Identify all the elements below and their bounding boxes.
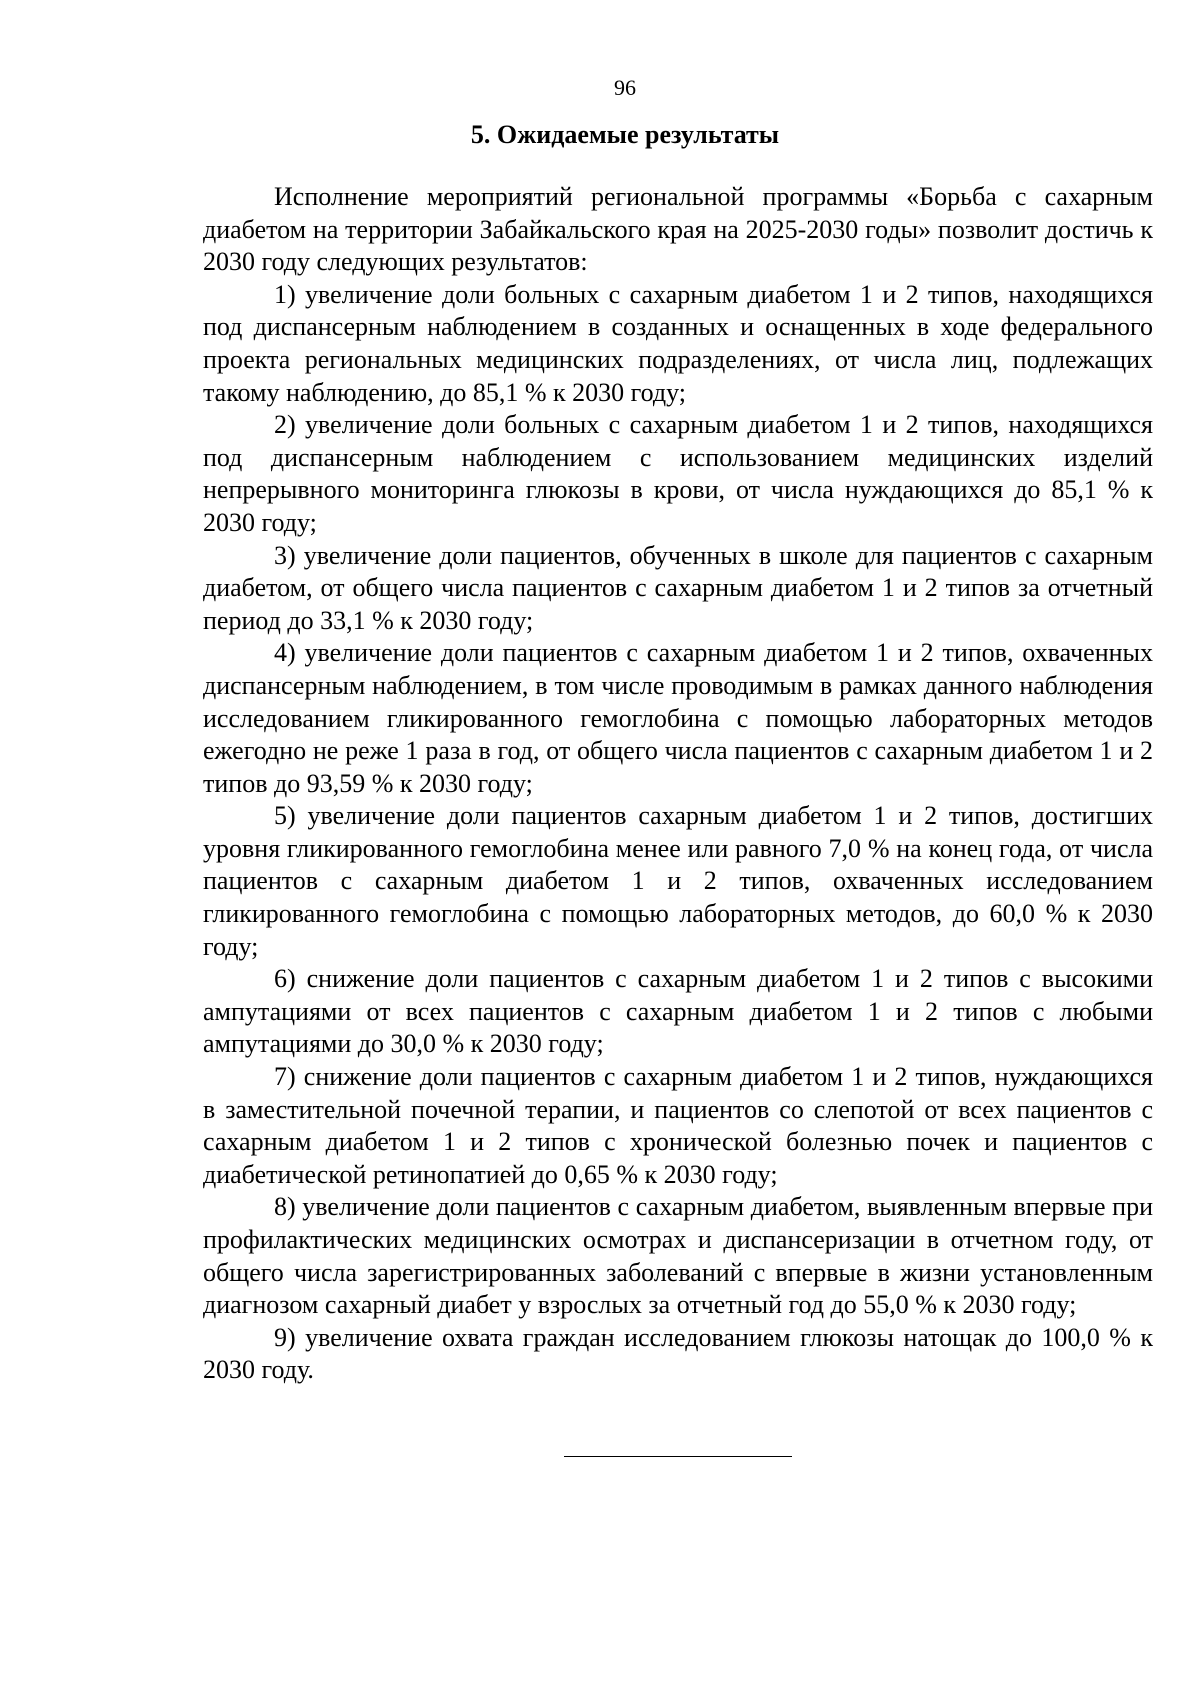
result-item-1: 1) увеличение доли больных с сахарным диабетом 1 и 2 типов, находящихся под диспансерным наблюдением в созданных и оснащенных в ходе федерального проекта региональных медицинских подразделениях, от числа лиц, подлежащих такому наблюдению, до 85,1 % к 2030 году; — [203, 279, 1153, 407]
page-number: 96 — [614, 75, 636, 100]
result-item-6: 6) снижение доли пациентов с сахарным диабетом 1 и 2 типов с высокими ампутациями от всех пациентов с сахарным диабетом 1 и 2 типов с любыми ампутациями до 30,0 % к 2030 году; — [203, 964, 1153, 1059]
section-title: 5. Ожидаемые результаты — [470, 120, 780, 149]
intro-paragraph: Исполнение мероприятий региональной программы «Борьба с сахарным диабетом на территории Забайкальского края на 2025-2030 годы» позволит достичь к 2030 году следующих результатов: — [203, 182, 1153, 277]
result-item-3: 3) увеличение доли пациентов, обученных в школе для пациентов с сахарным диабетом, от общего числа пациентов с сахарным диабетом 1 и 2 типов за отчетный период до 33,1 % к 2030 году; — [203, 540, 1153, 635]
body-text — [203, 181, 1153, 1387]
result-item-2: 2) увеличение доли больных с сахарным диабетом 1 и 2 типов, находящихся под диспансерным наблюдением с использованием медицинских изделий непрерывного мониторинга глюкозы в крови, от числа нуждающихся до 85,1 % к 2030 году; — [203, 410, 1153, 537]
result-item-9: 9) увеличение охвата граждан исследованием глюкозы натощак до 100,0 % к 2030 году. — [203, 1322, 1153, 1385]
result-item-5: 5) увеличение доли пациентов сахарным диабетом 1 и 2 типов, достигших уровня гликированного гемоглобина менее или равного 7,0 % на конец года, от числа пациентов с сахарным диабетом 1 и 2 типов, охваченных исследованием гликированного гемоглобина с помощью лабораторных методов, до 60,0 % к 2030 году; — [203, 801, 1153, 961]
end-divider — [564, 1456, 792, 1457]
result-item-8: 8) увеличение доли пациентов с сахарным диабетом, выявленным впервые при профилактических медицинских осмотрах и диспансеризации в отчетном году, от общего числа зарегистрированных заболеваний с впервые в жизни установленным диагнозом сахарный диабет у взрослых за отчетный год до 55,0 % к 2030 году; — [203, 1192, 1153, 1320]
result-item-4: 4) увеличение доли пациентов с сахарным диабетом 1 и 2 типов, охваченных диспансерным наблюдением, в том числе проводимым в рамках данного наблюдения исследованием гликированного гемоглобина с помощью лабораторных методов ежегодно не реже 1 раза в год, от общего числа пациентов с сахарным диабетом 1 и 2 типов до 93,59 % к 2030 году; — [203, 638, 1153, 798]
result-item-7: 7) снижение доли пациентов с сахарным диабетом 1 и 2 типов, нуждающихся в заместительной почечной терапии, и пациентов со слепотой от всех пациентов с сахарным диабетом 1 и 2 типов с хронической болезнью почек и пациентов с диабетической ретинопатией до 0,65 % к 2030 году; — [203, 1062, 1153, 1189]
